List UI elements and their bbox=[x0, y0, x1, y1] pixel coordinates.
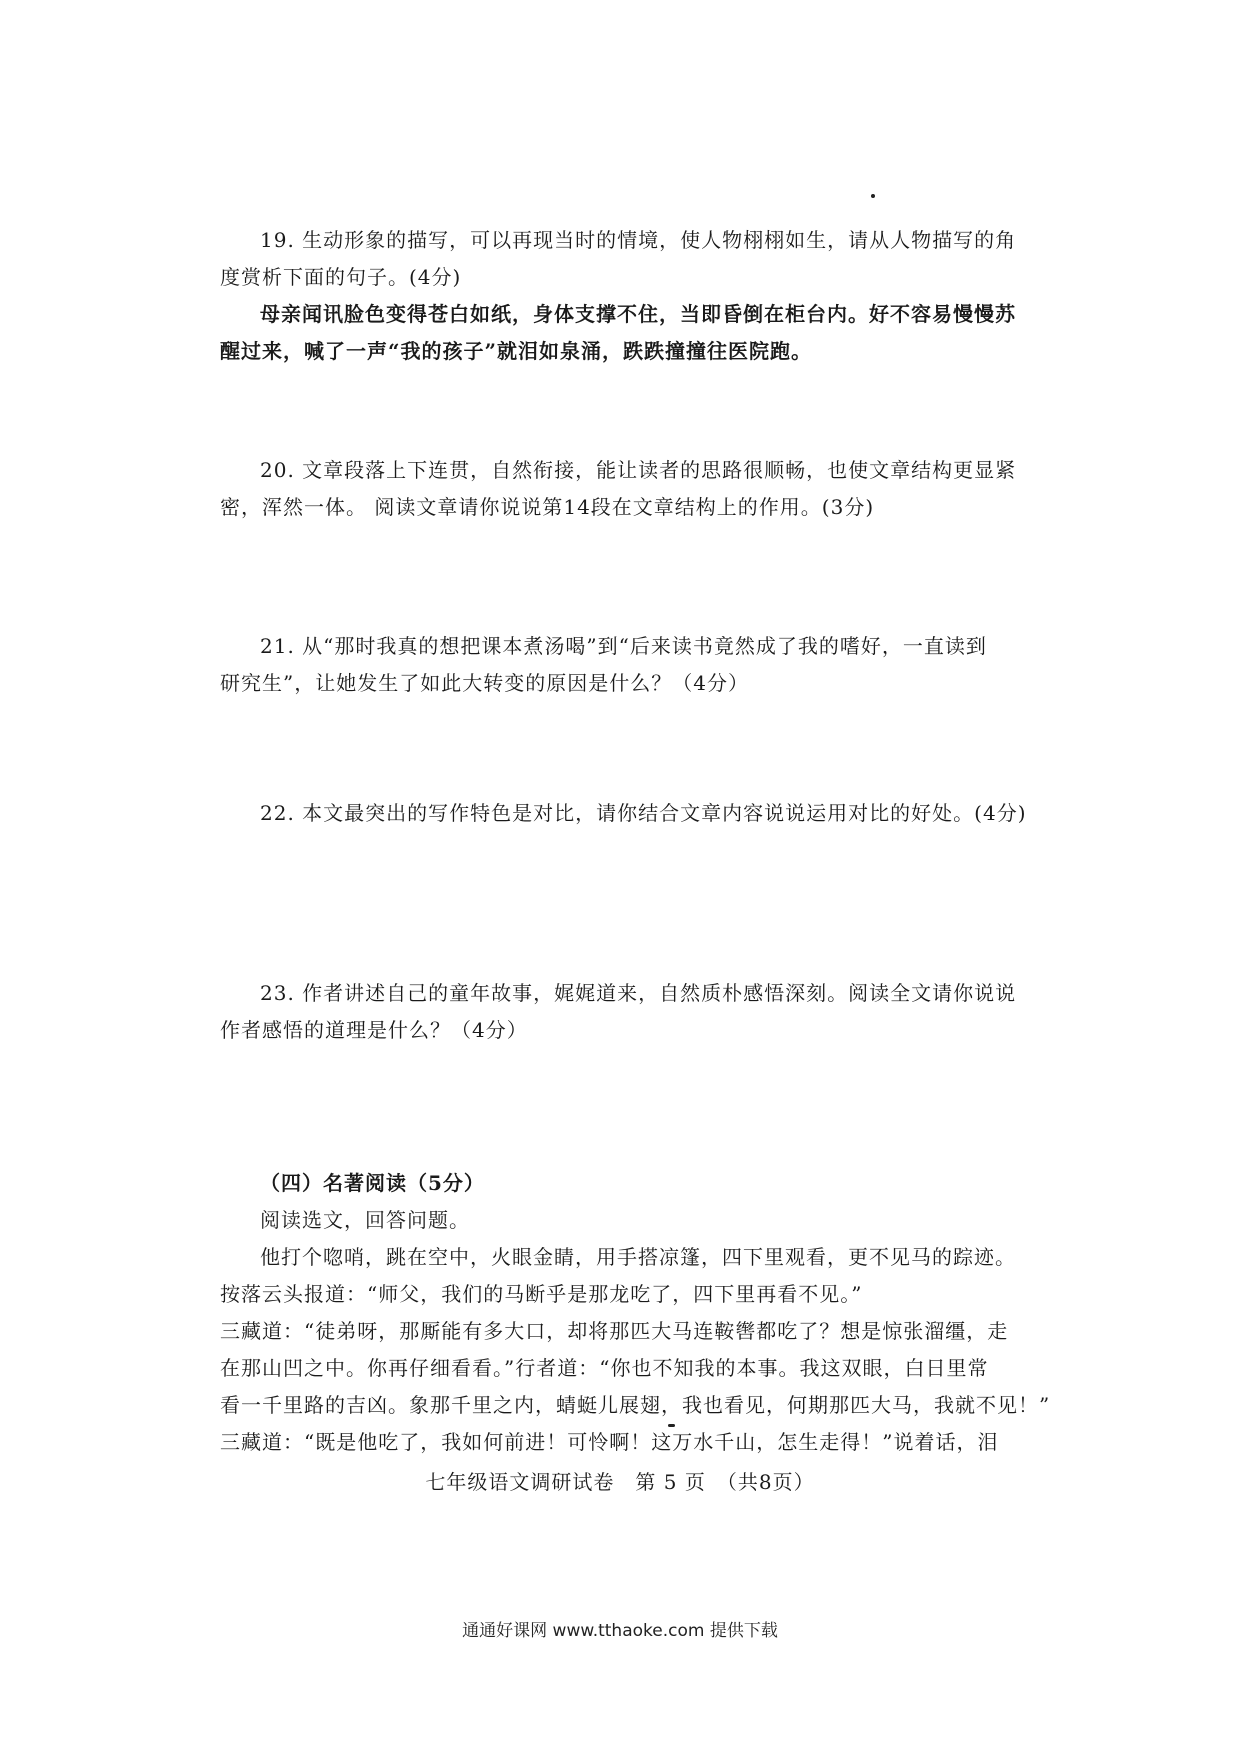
page-footer: 七年级语文调研试卷 第 5 页 （共8页） bbox=[425, 1470, 815, 1494]
question-21-line-2: 研究生”，让她发生了如此大转变的原因是什么？（4分） bbox=[220, 671, 749, 695]
question-19-line-1: 19. 生动形象的描写，可以再现当时的情境，使人物栩栩如生，请从人物描写的角 bbox=[260, 228, 1017, 252]
passage-line: 按落云头报道：“师父，我们的马断乎是那龙吃了，四下里再看不见。” bbox=[220, 1282, 863, 1306]
passage-line: 他打个唿哨，跳在空中，火眼金睛，用手搭凉篷，四下里观看，更不见马的踪迹。 bbox=[260, 1245, 1016, 1269]
question-20 bbox=[220, 452, 1080, 526]
question-19 bbox=[220, 222, 1080, 370]
question-22 bbox=[220, 795, 1080, 832]
question-21-line-1: 21. 从“那时我真的想把课本煮汤喝”到“后来读书竟然成了我的嗜好，一直读到 bbox=[260, 634, 987, 658]
scan-speck bbox=[871, 194, 875, 198]
download-watermark: 通通好课网 www.tthaoke.com 提供下载 bbox=[462, 1621, 778, 1641]
question-23 bbox=[220, 975, 1080, 1049]
passage-line: 在那山凹之中。你再仔细看看。”行者道：“你也不知我的本事。我这双眼，白日里常 bbox=[220, 1356, 989, 1380]
section-4-classic-reading bbox=[220, 1165, 1080, 1461]
question-19-quote-line-2: 醒过来，喊了一声“我的孩子”就泪如泉涌，跌跌撞撞往医院跑。 bbox=[220, 339, 813, 363]
question-20-line-2: 密，浑然一体。 阅读文章请你说说第14段在文章结构上的作用。(3分) bbox=[220, 495, 875, 519]
passage-line: 三藏道：“既是他吃了，我如何前进！可怜啊！这万水千山，怎生走得！”说着话，泪 bbox=[220, 1430, 999, 1454]
question-21 bbox=[220, 628, 1080, 702]
question-19-line-2: 度赏析下面的句子。(4分) bbox=[220, 265, 462, 289]
question-23-line-2: 作者感悟的道理是什么？（4分） bbox=[220, 1018, 528, 1042]
question-23-line-1: 23. 作者讲述自己的童年故事，娓娓道来，自然质朴感悟深刻。阅读全文请你说说 bbox=[260, 981, 1017, 1005]
passage-line: 三藏道：“徒弟呀，那厮能有多大口，却将那匹大马连鞍辔都吃了？想是惊张溜缰，走 bbox=[220, 1319, 1009, 1343]
question-22-line-1: 22. 本文最突出的写作特色是对比，请你结合文章内容说说运用对比的好处。(4分) bbox=[260, 801, 1027, 825]
section-4-heading: （四）名著阅读（5分） bbox=[260, 1171, 485, 1195]
question-19-quote-line-1: 母亲闻讯脸色变得苍白如纸，身体支撑不住，当即昏倒在柜台内。好不容易慢慢苏 bbox=[260, 302, 1016, 326]
passage-line: 看一千里路的吉凶。象那千里之内，蜻蜓儿展翅，我也看见，何期那匹大马，我就不见！” bbox=[220, 1393, 1051, 1417]
question-20-line-1: 20. 文章段落上下连贯，自然衔接，能让读者的思路很顺畅，也使文章结构更显紧 bbox=[260, 458, 1017, 482]
section-4-instruction: 阅读选文，回答问题。 bbox=[260, 1208, 470, 1232]
